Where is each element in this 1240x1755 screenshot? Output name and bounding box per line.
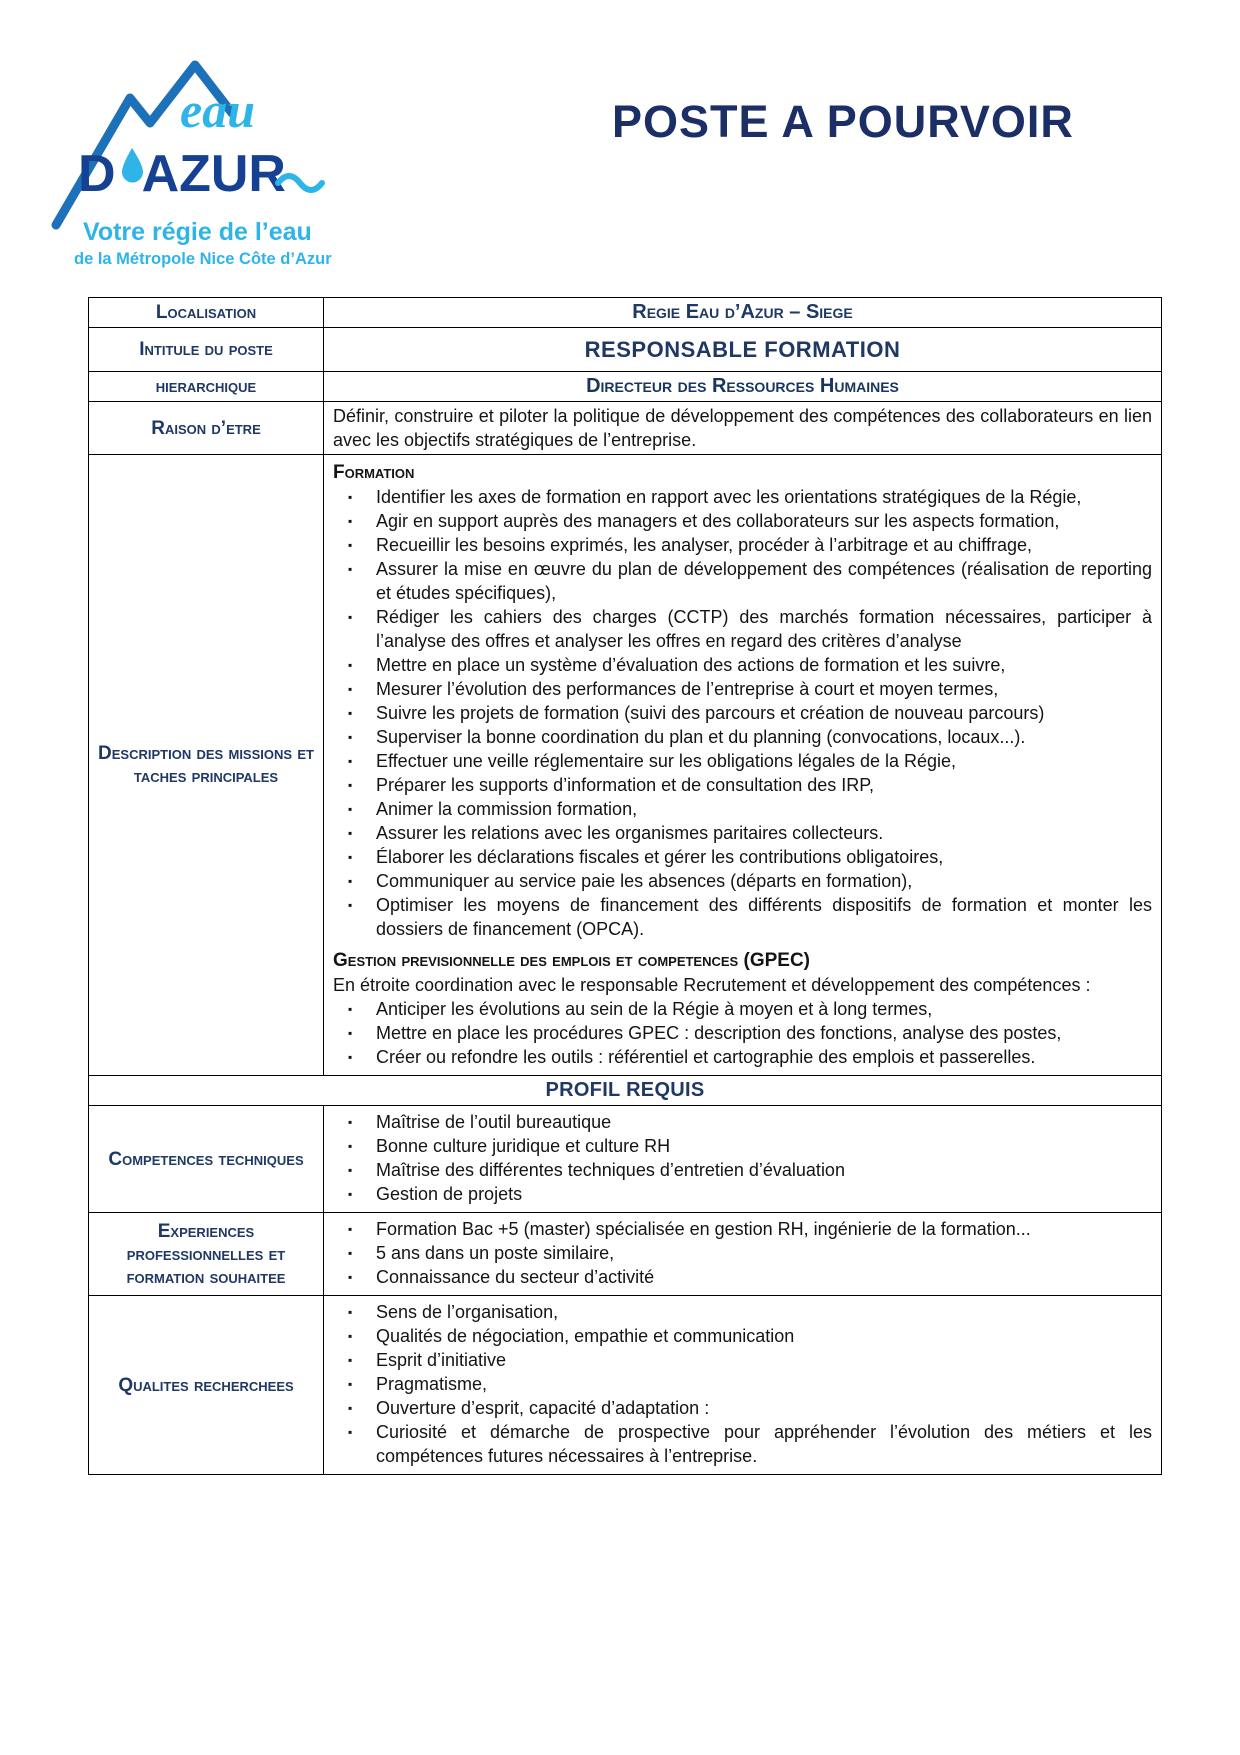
competences-label: Competences techniques <box>89 1106 324 1213</box>
bullet-item: ▪ Curiosité et démarche de prospective pour appréhender l’évolution des métiers et les compétences futures nécessaires à l’entreprise. <box>333 1420 1152 1468</box>
bullet-item: ▪ Connaissance du secteur d’activité <box>333 1265 1152 1289</box>
experiences-label: Experiences professionnelles et formation souhaitee <box>89 1213 324 1296</box>
intitule-value: RESPONSABLE FORMATION <box>324 328 1162 372</box>
bullet-item: ▪ Agir en support auprès des managers et des collaborateurs sur les aspects formation, <box>333 509 1152 533</box>
bullet-item: ▪ Préparer les supports d’information et de consultation des IRP, <box>333 773 1152 797</box>
raison-label: Raison d’etre <box>89 402 324 455</box>
row-experiences <box>89 1213 1162 1296</box>
gpec-items-list <box>333 997 1152 1069</box>
row-localisation <box>89 298 1162 328</box>
gpec-section-title: Gestion previsionnelle des emplois et competences (GPEC) <box>333 950 811 971</box>
competences-items-list <box>333 1110 1152 1206</box>
bullet-item: ▪ Optimiser les moyens de financement des différents dispositifs de formation et monter les dossiers de financement (OPCA). <box>333 893 1152 941</box>
eau-dazur-logo <box>50 48 350 283</box>
qualites-label: Qualites recherchees <box>89 1296 324 1475</box>
gpec-intro: En étroite coordination avec le responsable Recrutement et développement des compétences : <box>333 975 1091 995</box>
bullet-item: ▪ Recueillir les besoins exprimés, les analyser, procéder à l’arbitrage et au chiffrage, <box>333 533 1152 557</box>
row-intitule-du-poste <box>89 328 1162 372</box>
job-description-table <box>88 297 1162 1475</box>
row-competences <box>89 1106 1162 1213</box>
formation-items-list <box>333 485 1152 941</box>
bullet-item: ▪ Maîtrise des différentes techniques d’entretien d’évaluation <box>333 1158 1152 1182</box>
bullet-item: ▪ Mesurer l’évolution des performances de l’entreprise à court et moyen termes, <box>333 677 1152 701</box>
row-raison-detre <box>89 402 1162 455</box>
bullet-item: ▪ Bonne culture juridique et culture RH <box>333 1134 1152 1158</box>
qualites-items-list <box>333 1300 1152 1468</box>
row-hierarchique <box>89 372 1162 402</box>
bullet-item: ▪ Communiquer au service paie les absences (départs en formation), <box>333 869 1152 893</box>
bullet-item: ▪ Sens de l’organisation, <box>333 1300 1152 1324</box>
bullet-item: ▪ Identifier les axes de formation en rapport avec les orientations stratégiques de la Régie, <box>333 485 1152 509</box>
bullet-item: ▪ Rédiger les cahiers des charges (CCTP) des marchés formation nécessaires, participer à l’analyse des offres et analyser les offres en regard des critères d’analyse <box>333 605 1152 653</box>
bullet-item: ▪ Mettre en place les procédures GPEC : description des fonctions, analyse des postes, <box>333 1021 1152 1045</box>
bullet-item: ▪ Formation Bac +5 (master) spécialisée en gestion RH, ingénierie de la formation... <box>333 1217 1152 1241</box>
bullet-item: ▪ Assurer la mise en œuvre du plan de développement des compétences (réalisation de reporting et études spécifiques), <box>333 557 1152 605</box>
experiences-content <box>324 1213 1162 1296</box>
bullet-item: ▪ Maîtrise de l’outil bureautique <box>333 1110 1152 1134</box>
water-drop-icon <box>122 148 143 183</box>
bullet-item: ▪ Ouverture d’esprit, capacité d’adaptation : <box>333 1396 1152 1420</box>
bullet-item: ▪ Créer ou refondre les outils : référentiel et cartographie des emplois et passerelles. <box>333 1045 1152 1069</box>
bullet-item: ▪ Suivre les projets de formation (suivi des parcours et création de nouveau parcours) <box>333 701 1152 725</box>
row-missions <box>89 455 1162 1076</box>
hierarchique-value: Directeur des Ressources Humaines <box>324 372 1162 402</box>
hierarchique-label: hierarchique <box>89 372 324 402</box>
raison-value: Définir, construire et piloter la politique de développement des compétences des collaborateurs en lien avec les objectifs stratégiques de l’entreprise. <box>324 402 1162 455</box>
bullet-item: ▪ Pragmatisme, <box>333 1372 1152 1396</box>
bullet-item: ▪ Mettre en place un système d’évaluation des actions de formation et les suivre, <box>333 653 1152 677</box>
experiences-items-list <box>333 1217 1152 1289</box>
bullet-item: ▪ Qualités de négociation, empathie et communication <box>333 1324 1152 1348</box>
bullet-item: ▪ Élaborer les déclarations fiscales et gérer les contributions obligatoires, <box>333 845 1152 869</box>
bullet-item: ▪ Esprit d’initiative <box>333 1348 1152 1372</box>
competences-content <box>324 1106 1162 1213</box>
bullet-item: ▪ Superviser la bonne coordination du plan et du planning (convocations, locaux...). <box>333 725 1152 749</box>
logo-subtagline: de la Métropole Nice Côte d’Azur <box>74 250 332 268</box>
page-title: POSTE A POURVOIR <box>612 96 1074 147</box>
bullet-item: ▪ 5 ans dans un poste similaire, <box>333 1241 1152 1265</box>
missions-content <box>324 455 1162 1076</box>
bullet-item: ▪ Effectuer une veille réglementaire sur les obligations légales de la Régie, <box>333 749 1152 773</box>
formation-section-title: Formation <box>333 462 415 483</box>
row-profil-requis <box>89 1076 1162 1106</box>
bullet-item: ▪ Animer la commission formation, <box>333 797 1152 821</box>
logo-dazur-text: D AZUR <box>78 145 286 203</box>
profil-requis-heading: PROFIL REQUIS <box>89 1076 1162 1106</box>
localisation-value: Regie Eau d’Azur – Siege <box>324 298 1162 328</box>
bullet-item: ▪ Gestion de projets <box>333 1182 1152 1206</box>
bullet-item: ▪ Assurer les relations avec les organismes paritaires collecteurs. <box>333 821 1152 845</box>
localisation-label: Localisation <box>89 298 324 328</box>
logo-tagline: Votre régie de l’eau <box>83 218 312 246</box>
missions-label: Description des missions et taches principales <box>89 455 324 1076</box>
row-qualites <box>89 1296 1162 1475</box>
qualites-content <box>324 1296 1162 1475</box>
intitule-label: Intitule du poste <box>89 328 324 372</box>
bullet-item: ▪ Anticiper les évolutions au sein de la Régie à moyen et à long termes, <box>333 997 1152 1021</box>
logo-eau-text: eau <box>180 82 255 138</box>
